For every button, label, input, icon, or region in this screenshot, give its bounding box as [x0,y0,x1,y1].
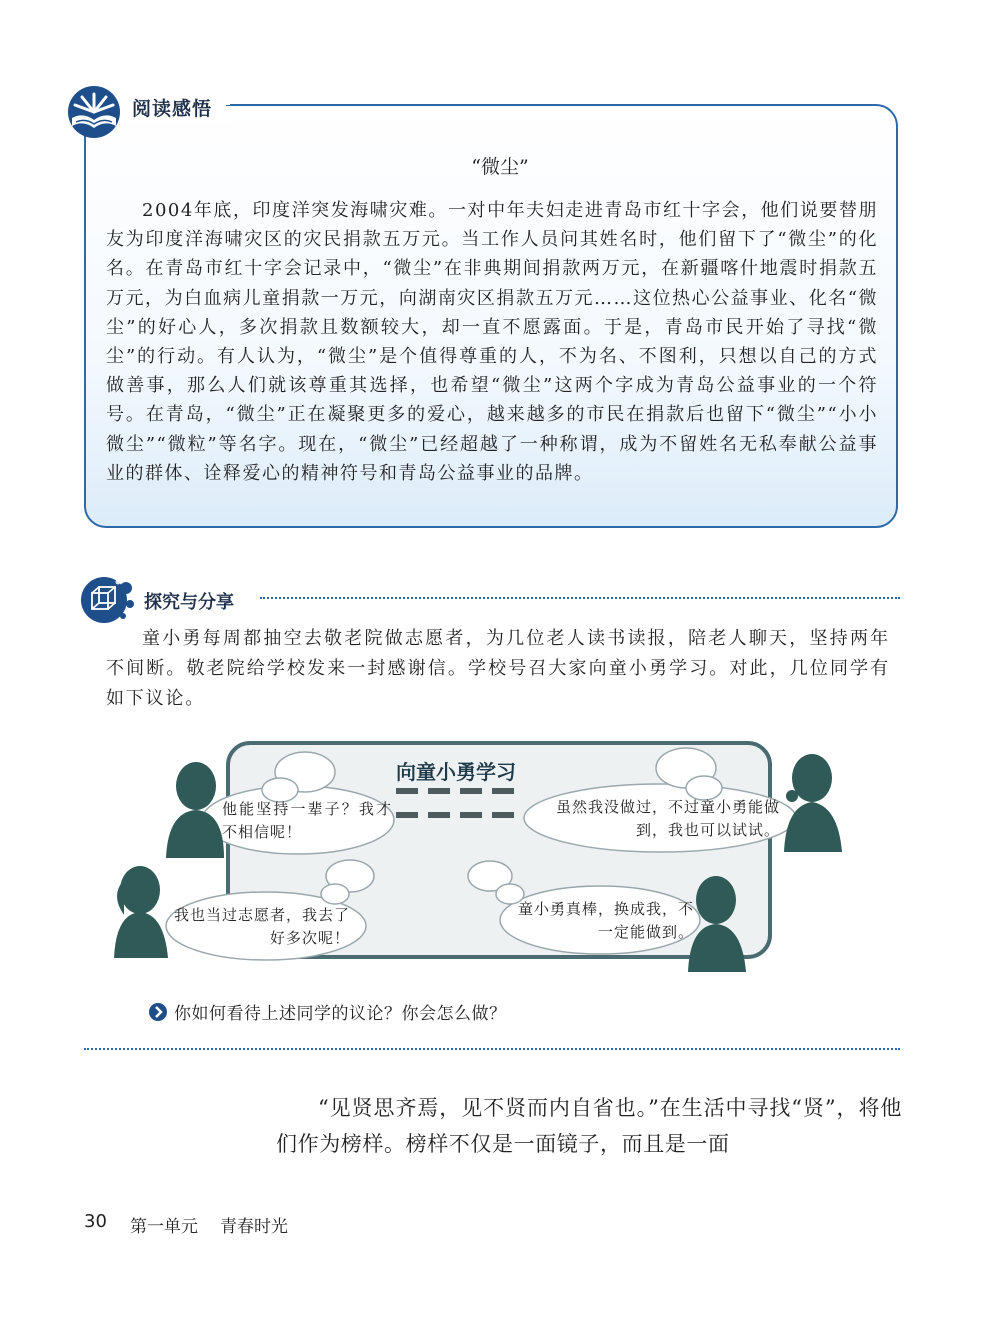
bubble-text-3: 我也当过志愿者，我去了好多次呢！ [173,906,350,947]
student-silhouette-3 [114,866,168,958]
explore-heading: 探究与分享 [144,592,234,613]
discussion-question: 你如何看待上述同学的议论？你会怎么做？ [174,1004,507,1024]
bubble-text-1: 他能坚持一辈子？我才不相信呢！ [222,800,392,841]
bubble-text-2: 虽然我没做过，不过童小勇能做到，我也可以试试。 [555,798,780,839]
explore-heading-rule [260,597,900,599]
reading-heading: 阅读感悟 [132,98,213,120]
sunrise-book-icon [66,84,122,140]
unit-label: 第一单元 [130,1217,198,1237]
board-title: 向童小勇学习 [396,760,516,784]
cube-bubbles-icon [80,574,136,624]
question-arrow-icon [148,1002,168,1022]
page-number: 30 [84,1211,107,1232]
explore-paragraph: 童小勇每周都抽空去敬老院做志愿者，为几位老人读书读报，陪老人聊天，坚持两年不间断。敬老院给学校发来一封感谢信。学校号召大家向童小勇学习。对此，几位同学有如下议论。 [106,628,890,709]
bubble-text-4: 童小勇真棒，换成我，不一定能做到。 [517,900,694,941]
story-paragraph: 2004年底，印度洋突发海啸灾难。一对中年夫妇走进青岛市红十字会，他们说要替朋友为印度洋海啸灾区的灾民捐款五万元。当工作人员问其姓名时，他们留下了“微尘”的化名。在青岛市红十字会记录中，“微尘”在非典期间捐款两万元，在新疆喀什地震时捐款五万元，为白血病儿童捐款一万元，向湖南灾区捐款五万元……这位热心公益事业、化名“微尘”的好心人，多次捐款且数额较大，却一直不愿露面。于是，青岛市民开始了寻找“微尘”的行动。有人认为，“微尘”是个值得尊重的人，不为名、不图利，只想以自己的方式做善事，那么人们就该尊重其选择，也希望“微尘”这两个字成为青岛公益事业的一个符号。在青岛，“微尘”正在凝聚更多的爱心，越来越多的市民在捐款后也留下“微尘”“小小微尘”“微粒”等名字。现在，“微尘”已经超越了一种称谓，成为不留姓名无私奉献公益事业的群体、诠释爱心的精神符号和青岛公益事业的品牌。 [106,200,878,484]
student-silhouette-2 [784,754,842,852]
story-title: “微尘” [471,156,529,178]
chapter-label: 青春时光 [220,1217,288,1237]
body-paragraph: “见贤思齐焉，见不贤而内自省也。”在生活中寻找“贤”，将他们作为榜样。榜样不仅是一面镜子，而且是一面 [276,1096,902,1156]
reading-heading-rule [226,105,866,106]
section-divider [84,1048,900,1050]
